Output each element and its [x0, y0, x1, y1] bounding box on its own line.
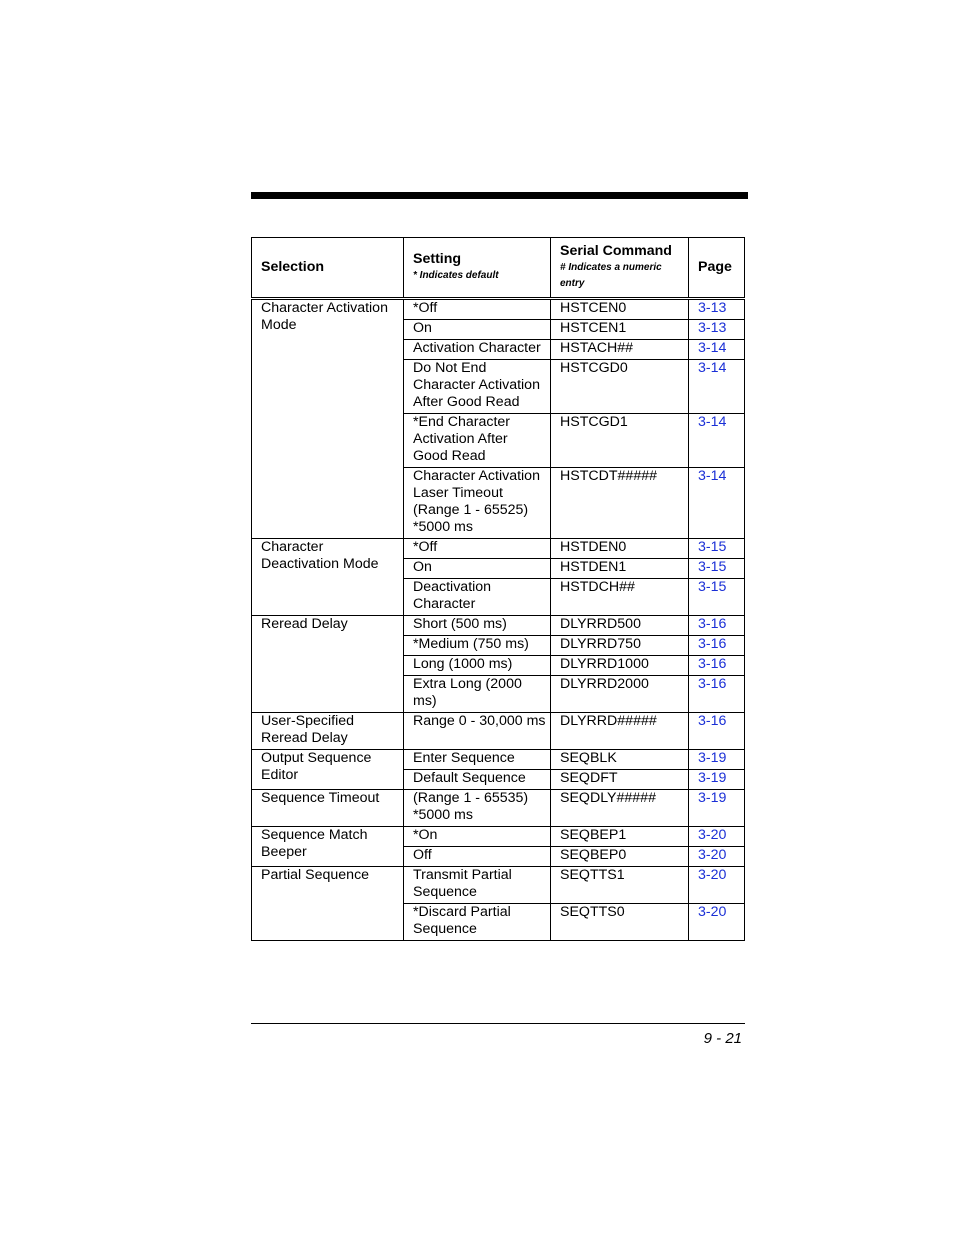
- setting-cell: Range 0 - 30,000 ms: [404, 713, 551, 750]
- table-header-row: [252, 238, 745, 299]
- serial-command-cell: SEQBEP1: [551, 827, 689, 847]
- setting-cell: Do Not End Character Activation After Good Read: [404, 360, 551, 414]
- setting-cell: Activation Character: [404, 340, 551, 360]
- page-cell: [689, 299, 745, 320]
- serial-command-cell: HSTCEN1: [551, 320, 689, 340]
- page-link[interactable]: 3-19: [698, 790, 727, 806]
- page-link[interactable]: 3-20: [698, 827, 727, 843]
- serial-command-cell: HSTDEN1: [551, 559, 689, 579]
- serial-command-cell: HSTCEN0: [551, 299, 689, 320]
- table-body: [252, 299, 745, 941]
- header-page: Page: [689, 238, 745, 299]
- serial-command-cell: DLYRRD500: [551, 616, 689, 636]
- serial-command-cell: DLYRRD750: [551, 636, 689, 656]
- page-link[interactable]: 3-16: [698, 636, 727, 652]
- header-serial-note: # Indicates a numeric entry: [560, 262, 662, 289]
- page-cell: [689, 904, 745, 941]
- serial-command-cell: DLYRRD#####: [551, 713, 689, 750]
- page-cell: [689, 676, 745, 713]
- serial-command-cell: SEQTTS1: [551, 867, 689, 904]
- serial-command-cell: HSTCGD1: [551, 414, 689, 468]
- page-cell: [689, 559, 745, 579]
- setting-cell: Long (1000 ms): [404, 656, 551, 676]
- serial-command-cell: SEQDLY#####: [551, 790, 689, 827]
- page-cell: [689, 340, 745, 360]
- page-cell: [689, 360, 745, 414]
- page-link[interactable]: 3-14: [698, 360, 727, 376]
- selection-cell: Reread Delay: [252, 616, 404, 713]
- page-link[interactable]: 3-16: [698, 616, 727, 632]
- header-serial-command: Serial Command # Indicates a numeric entry: [551, 238, 689, 299]
- serial-command-cell: HSTCGD0: [551, 360, 689, 414]
- selection-cell: Output Sequence Editor: [252, 750, 404, 790]
- header-setting-note: * Indicates default: [413, 270, 499, 281]
- page-cell: [689, 770, 745, 790]
- setting-cell: Short (500 ms): [404, 616, 551, 636]
- serial-command-cell: DLYRRD2000: [551, 676, 689, 713]
- page-link[interactable]: 3-15: [698, 579, 727, 595]
- page-link[interactable]: 3-19: [698, 770, 727, 786]
- table-row: [252, 827, 745, 847]
- page-link[interactable]: 3-13: [698, 300, 727, 316]
- table-row: [252, 299, 745, 320]
- selection-cell: Character Activation Mode: [252, 299, 404, 539]
- setting-cell: (Range 1 - 65535) *5000 ms: [404, 790, 551, 827]
- selection-cell: User-Specified Reread Delay: [252, 713, 404, 750]
- header-selection: Selection: [252, 238, 404, 299]
- page-number: 9 - 21: [703, 1030, 742, 1047]
- page-link[interactable]: 3-14: [698, 414, 727, 430]
- serial-command-cell: SEQDFT: [551, 770, 689, 790]
- page-link[interactable]: 3-15: [698, 539, 727, 555]
- page-link[interactable]: 3-13: [698, 320, 727, 336]
- page-cell: [689, 656, 745, 676]
- serial-command-cell: DLYRRD1000: [551, 656, 689, 676]
- selection-cell: Character Deactivation Mode: [252, 539, 404, 616]
- table-row: [252, 616, 745, 636]
- setting-cell: Off: [404, 847, 551, 867]
- page-link[interactable]: 3-14: [698, 340, 727, 356]
- selection-cell: Sequence Match Beeper: [252, 827, 404, 867]
- table-row: [252, 750, 745, 770]
- setting-cell: Extra Long (2000 ms): [404, 676, 551, 713]
- setting-cell: *Off: [404, 539, 551, 559]
- serial-command-cell: HSTACH##: [551, 340, 689, 360]
- page-cell: [689, 790, 745, 827]
- footer-rule: [251, 1023, 745, 1024]
- serial-command-table: [251, 237, 745, 941]
- page-link[interactable]: 3-20: [698, 847, 727, 863]
- page-link[interactable]: 3-16: [698, 713, 727, 729]
- page-link[interactable]: 3-20: [698, 904, 727, 920]
- serial-command-cell: SEQBLK: [551, 750, 689, 770]
- setting-cell: *Discard Partial Sequence: [404, 904, 551, 941]
- page-cell: [689, 750, 745, 770]
- page-cell: [689, 636, 745, 656]
- header-rule: [251, 192, 748, 199]
- serial-command-cell: SEQBEP0: [551, 847, 689, 867]
- setting-cell: Default Sequence: [404, 770, 551, 790]
- setting-cell: Enter Sequence: [404, 750, 551, 770]
- page-link[interactable]: 3-14: [698, 468, 727, 484]
- serial-command-cell: HSTDEN0: [551, 539, 689, 559]
- page-link[interactable]: 3-15: [698, 559, 727, 575]
- page-cell: [689, 616, 745, 636]
- page-cell: [689, 414, 745, 468]
- page-cell: [689, 320, 745, 340]
- page-cell: [689, 468, 745, 539]
- serial-command-cell: HSTDCH##: [551, 579, 689, 616]
- page-cell: [689, 827, 745, 847]
- page-cell: [689, 867, 745, 904]
- selection-cell: Sequence Timeout: [252, 790, 404, 827]
- setting-cell: Character Activation Laser Timeout (Range 1 - 65525) *5000 ms: [404, 468, 551, 539]
- setting-cell: *On: [404, 827, 551, 847]
- page-cell: [689, 713, 745, 750]
- setting-cell: *Off: [404, 299, 551, 320]
- page-cell: [689, 539, 745, 559]
- setting-cell: *End Character Activation After Good Read: [404, 414, 551, 468]
- serial-command-cell: SEQTTS0: [551, 904, 689, 941]
- setting-cell: Deactivation Character: [404, 579, 551, 616]
- selection-cell: Partial Sequence: [252, 867, 404, 941]
- setting-cell: On: [404, 320, 551, 340]
- page-link[interactable]: 3-20: [698, 867, 727, 883]
- page-link[interactable]: 3-16: [698, 656, 727, 672]
- page-link[interactable]: 3-16: [698, 676, 727, 692]
- page-link[interactable]: 3-19: [698, 750, 727, 766]
- table-row: [252, 713, 745, 750]
- setting-cell: Transmit Partial Sequence: [404, 867, 551, 904]
- setting-cell: On: [404, 559, 551, 579]
- table-row: [252, 539, 745, 559]
- page-cell: [689, 847, 745, 867]
- page-cell: [689, 579, 745, 616]
- serial-command-cell: HSTCDT#####: [551, 468, 689, 539]
- table-row: [252, 867, 745, 904]
- header-setting: Setting * Indicates default: [404, 238, 551, 299]
- table-row: [252, 790, 745, 827]
- setting-cell: *Medium (750 ms): [404, 636, 551, 656]
